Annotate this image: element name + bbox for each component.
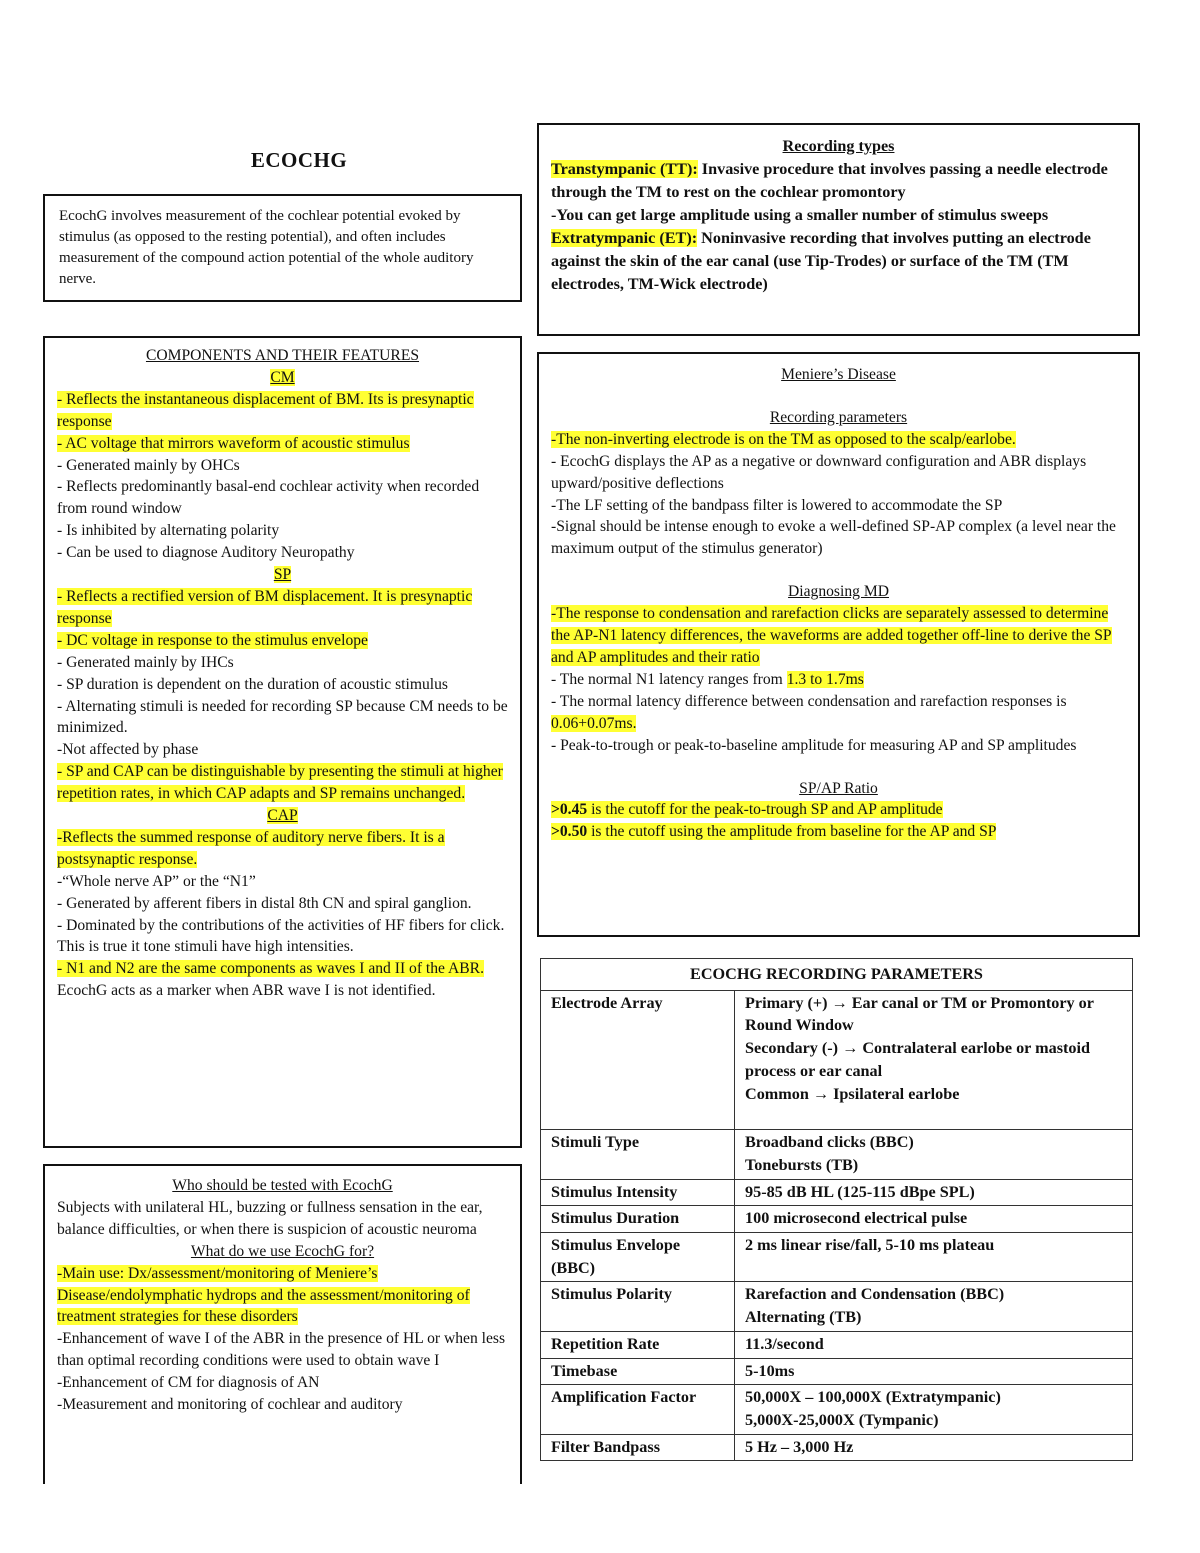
table-row: [541, 1233, 1133, 1282]
table-row: [541, 990, 1133, 1130]
param-value-line: Alternating (TB): [745, 1308, 862, 1327]
recording-params-heading: Recording parameters: [769, 408, 908, 426]
section-heading-cap: CAP: [267, 807, 298, 825]
recording-types-box: [537, 123, 1140, 336]
list-item: - DC voltage in response to the stimulus envelope: [57, 631, 368, 649]
page-title: ECOCHG: [250, 148, 348, 172]
recording-parameters-table: [540, 958, 1133, 1461]
list-item: -Enhancement of wave I of the ABR in the presence of HL or when less than optimal recording conditions were used to obtain wave I: [57, 1330, 506, 1370]
list-item: -Not affected by phase: [57, 741, 199, 759]
param-value-line: 11.3/second: [745, 1334, 824, 1353]
param-value-line: 50,000X – 100,000X (Extratympanic): [745, 1388, 1001, 1407]
list-item: - Reflects predominantly basal-end cochlear activity when recorded from round window: [57, 478, 480, 518]
list-item: - AC voltage that mirrors waveform of acoustic stimulus: [57, 434, 410, 452]
table-row: [541, 1130, 1133, 1179]
param-value: [735, 1331, 1133, 1358]
param-value-line: 2 ms linear rise/fall, 5-10 ms plateau: [745, 1236, 995, 1255]
param-value: [735, 1130, 1133, 1179]
peak-to-trough: - Peak-to-trough or peak-to-baseline amplitude for measuring AP and SP amplitudes: [551, 736, 1077, 754]
param-value-line: 5-10ms: [745, 1361, 795, 1380]
section-heading-sp: SP: [273, 566, 292, 584]
param-value-line: Broadband clicks (BBC): [745, 1133, 914, 1152]
list-item: - Generated mainly by OHCs: [57, 456, 240, 474]
tt-text: Invasive procedure that involves passing a needle electrode through the TM to rest on the cochlear promontory: [551, 160, 1108, 201]
recording-types-heading: Recording types: [782, 137, 895, 155]
table-row: [541, 1358, 1133, 1385]
table-row: [541, 1434, 1133, 1461]
who-heading: Who should be tested with EcochG: [172, 1177, 393, 1194]
latency-difference: - The normal latency difference between condensation and rarefaction responses is 0.06+0.07ms.: [551, 692, 1067, 732]
params-heading: ECOCHG RECORDING PARAMETERS: [541, 959, 1133, 991]
list-item: -Measurement and monitoring of cochlear and auditory: [57, 1396, 403, 1414]
list-item: EcochG acts as a marker when ABR wave I is not identified.: [57, 982, 436, 1000]
param-name: Repetition Rate: [541, 1331, 735, 1358]
param-value: [735, 1358, 1133, 1385]
param-name: Stimuli Type: [541, 1130, 735, 1179]
who-text: Subjects with unilateral HL, buzzing or fullness sensation in the ear, balance difficulties, or when there is suspicion of acoustic neuroma: [57, 1198, 483, 1238]
param-value-line: Secondary (-) → Contralateral earlobe or mastoid process or ear canal: [745, 1039, 1090, 1080]
table-row: [541, 1179, 1133, 1206]
param-value-line: 100 microsecond electrical pulse: [745, 1209, 968, 1228]
et-text: Noninvasive recording that involves putting an electrode against the skin of the ear canal (use Tip-Trodes) or surface of the TM (TM electrodes, TM-Wick electrode): [551, 229, 1091, 293]
components-sections: [57, 367, 508, 1002]
param-value-line: Tonebursts (TB): [745, 1155, 859, 1174]
intro-text: EcochG involves measurement of the cochlear potential evoked by stimulus (as opposed to the resting potential), and often includes measurement of the compound action potential of the whole auditory nerve.: [59, 208, 474, 287]
components-heading: COMPONENTS AND THEIR FEATURES: [145, 347, 420, 364]
ratio-heading: SP/AP Ratio: [799, 779, 878, 797]
tt-note: -You can get large amplitude using a smaller number of stimulus sweeps: [551, 206, 1049, 224]
param-value-line: Rarefaction and Condensation (BBC): [745, 1285, 1005, 1304]
section-heading-cm: CM: [270, 368, 295, 386]
et-paragraph: [551, 227, 1126, 296]
list-item: - Dominated by the contributions of the activities of HF fibers for click. This is true it tone stimuli have high intensities.: [57, 916, 505, 956]
param-value: [735, 1233, 1133, 1282]
list-item: - Reflects the instantaneous displacement of BM. Its is presynaptic response: [57, 390, 474, 430]
et-label: Extratympanic (ET):: [551, 229, 698, 247]
list-item: - Generated by afferent fibers in distal 8th CN and spiral ganglion.: [57, 894, 472, 912]
param-value-line: 5,000X-25,000X (Tympanic): [745, 1410, 939, 1429]
param-name: Stimulus Polarity: [541, 1282, 735, 1331]
list-item: - EcochG displays the AP as a negative or downward configuration and ABR displays upward/positive deflections: [551, 452, 1087, 492]
param-name: Stimulus Duration: [541, 1206, 735, 1233]
param-value-line: Common → Ipsilateral earlobe: [745, 1084, 960, 1103]
list-item: -Main use: Dx/assessment/monitoring of Meniere’s Disease/endolymphatic hydrops and the assessment/monitoring of treatment strategies for these disorders: [57, 1264, 470, 1326]
param-name: Stimulus Envelope (BBC): [541, 1233, 735, 1282]
list-item: - Alternating stimuli is needed for recording SP because CM needs to be minimized.: [57, 697, 508, 737]
param-name: Filter Bandpass: [541, 1434, 735, 1461]
list-item: -Reflects the summed response of auditory nerve fibers. It is a postsynaptic response.: [57, 828, 445, 868]
ratio-line-2: >0.50 is the cutoff using the amplitude from baseline for the AP and SP: [551, 823, 997, 841]
param-value-line: 5 Hz – 3,000 Hz: [745, 1437, 854, 1456]
param-value: [735, 1206, 1133, 1233]
table-row: [541, 1385, 1133, 1434]
param-name: Electrode Array: [541, 990, 735, 1130]
list-item: - Reflects a rectified version of BM displacement. It is presynaptic response: [57, 587, 473, 627]
uses-heading: What do we use EcochG for?: [190, 1242, 375, 1260]
list-item: - SP duration is dependent on the duration of acoustic stimulus: [57, 675, 448, 693]
param-value: [735, 1179, 1133, 1206]
meniere-box: [537, 352, 1140, 937]
param-value: [735, 1385, 1133, 1434]
param-name: Amplification Factor: [541, 1385, 735, 1434]
param-value: [735, 990, 1133, 1130]
recording-params-list: [551, 429, 1126, 560]
param-value-line: [745, 1105, 1122, 1127]
param-name: Stimulus Intensity: [541, 1179, 735, 1206]
list-item: -Signal should be intense enough to evoke a well-defined SP-AP complex (a level near the maximum output of the stimulus generator): [551, 518, 1116, 558]
list-item: -The non-inverting electrode is on the TM as opposed to the scalp/earlobe.: [551, 430, 1016, 448]
list-item: - Generated mainly by IHCs: [57, 653, 234, 671]
list-item: -“Whole nerve AP” or the “N1”: [57, 872, 256, 890]
table-row: [541, 1331, 1133, 1358]
param-value-line: Primary (+) → Ear canal or TM or Promontory or Round Window: [745, 993, 1094, 1035]
n1-latency: - The normal N1 latency ranges from 1.3 to 1.7ms: [551, 670, 864, 688]
diagnosing-main: -The response to condensation and rarefaction clicks are separately assessed to determine the AP-N1 latency differences, the waveforms are added together off-line to derive the SP and AP amplitudes and their ratio: [551, 605, 1112, 666]
ratio-line-1: >0.45 is the cutoff for the peak-to-trough SP and AP amplitude: [551, 801, 943, 819]
params-body: [541, 990, 1133, 1461]
list-item: -Enhancement of CM for diagnosis of AN: [57, 1374, 320, 1392]
list-item: - Is inhibited by alternating polarity: [57, 522, 280, 540]
param-value: [735, 1434, 1133, 1461]
uses-list: [57, 1263, 508, 1416]
who-box: [43, 1164, 522, 1484]
list-item: -The LF setting of the bandpass filter is lowered to accommodate the SP: [551, 496, 1003, 514]
param-value: [735, 1282, 1133, 1331]
components-box: [43, 336, 522, 1148]
param-name: Timebase: [541, 1358, 735, 1385]
param-value-line: 95-85 dB HL (125-115 dBpe SPL): [745, 1182, 975, 1201]
table-row: [541, 1282, 1133, 1331]
list-item: - N1 and N2 are the same components as waves I and II of the ABR.: [57, 960, 484, 978]
diagnosing-heading: Diagnosing MD: [788, 583, 889, 601]
list-item: - Can be used to diagnose Auditory Neuropathy: [57, 544, 355, 562]
intro-box: [43, 194, 522, 302]
tt-label: Transtympanic (TT):: [551, 160, 698, 178]
meniere-heading: Meniere’s Disease: [781, 366, 896, 383]
tt-paragraph: [551, 158, 1126, 204]
table-row: [541, 1206, 1133, 1233]
list-item: - SP and CAP can be distinguishable by presenting the stimuli at higher repetition rates, in which CAP adapts and SP remains unchanged.: [57, 763, 503, 803]
